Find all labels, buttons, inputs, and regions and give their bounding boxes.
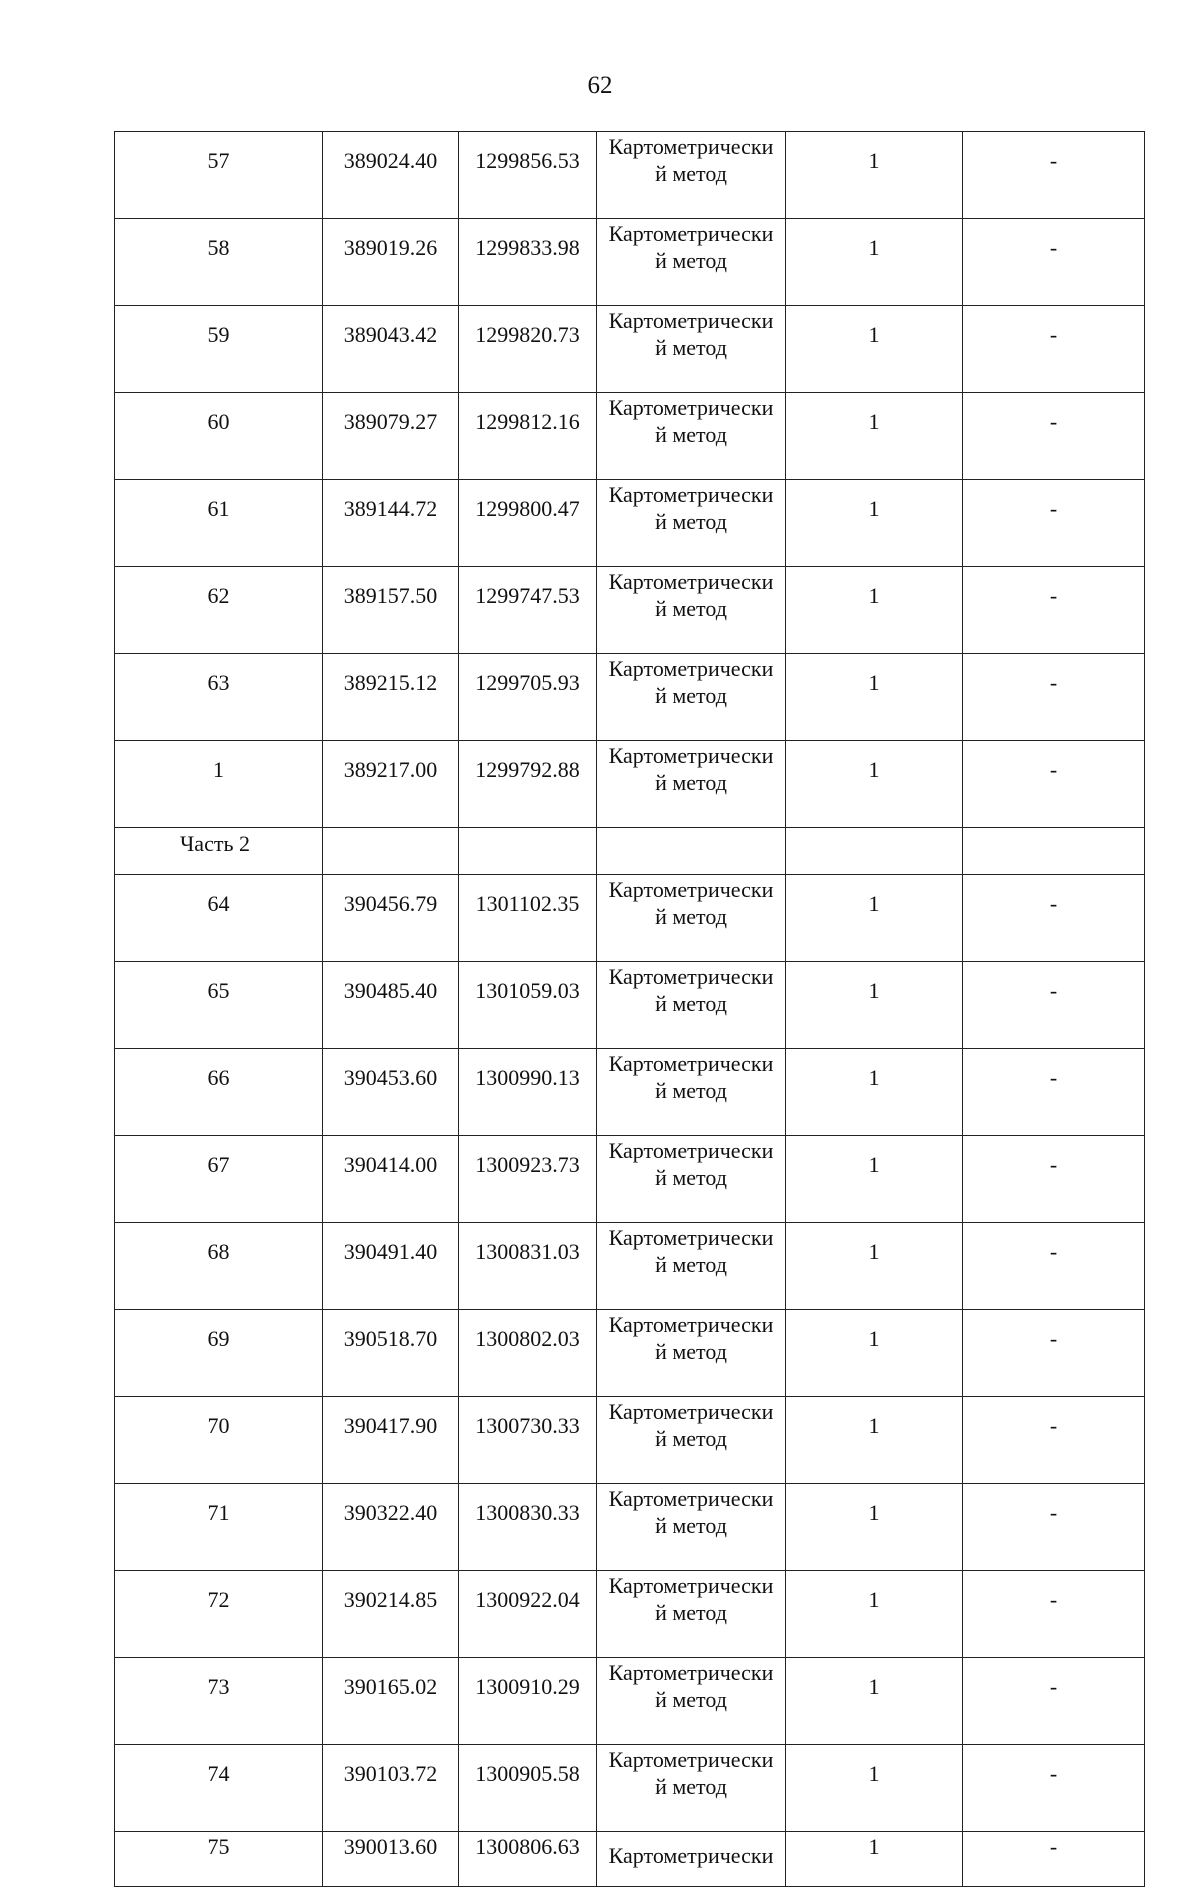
- note-cell: -: [963, 654, 1145, 741]
- method-cell: Картометрически: [597, 1832, 786, 1887]
- method-line: Картометрически: [608, 1486, 774, 1511]
- x-coordinate-cell: 390414.00: [323, 1136, 459, 1223]
- accuracy-cell: 1: [786, 480, 963, 567]
- x-coordinate-cell: 390485.40: [323, 962, 459, 1049]
- y-coordinate-cell: 1300802.03: [459, 1310, 597, 1397]
- method-line: й метод: [655, 683, 727, 708]
- x-coordinate-cell: 390214.85: [323, 1571, 459, 1658]
- accuracy-cell: 1: [786, 1571, 963, 1658]
- note-cell: -: [963, 1223, 1145, 1310]
- method-line: Картометрически: [608, 1747, 774, 1772]
- table-row: [115, 962, 1145, 1049]
- point-number-cell: 61: [115, 480, 323, 567]
- method-line: Картометрически: [608, 1660, 774, 1685]
- point-number-cell: 72: [115, 1571, 323, 1658]
- method-line: Картометрически: [608, 221, 774, 246]
- y-coordinate-cell: 1299833.98: [459, 219, 597, 306]
- table-row: [115, 1745, 1145, 1832]
- x-coordinate-cell: 390453.60: [323, 1049, 459, 1136]
- empty-cell: [459, 828, 597, 875]
- method-cell: [597, 393, 786, 480]
- point-number-cell: 62: [115, 567, 323, 654]
- accuracy-cell: 1: [786, 567, 963, 654]
- method-line: й метод: [655, 248, 727, 273]
- table-row: [115, 741, 1145, 828]
- x-coordinate-cell: 390103.72: [323, 1745, 459, 1832]
- y-coordinate-cell: 1301059.03: [459, 962, 597, 1049]
- x-coordinate-cell: 389019.26: [323, 219, 459, 306]
- method-line: й метод: [655, 1513, 727, 1538]
- accuracy-cell: 1: [786, 1484, 963, 1571]
- accuracy-cell: 1: [786, 875, 963, 962]
- point-number-cell: 71: [115, 1484, 323, 1571]
- accuracy-cell: 1: [786, 962, 963, 1049]
- method-line: й метод: [655, 1774, 727, 1799]
- note-cell: -: [963, 962, 1145, 1049]
- accuracy-cell: 1: [786, 1832, 963, 1887]
- method-cell: [597, 1658, 786, 1745]
- note-cell: -: [963, 1310, 1145, 1397]
- method-line: й метод: [655, 335, 727, 360]
- method-line: Картометрически: [608, 1399, 774, 1424]
- note-cell: -: [963, 132, 1145, 219]
- table-row: [115, 219, 1145, 306]
- y-coordinate-cell: 1299747.53: [459, 567, 597, 654]
- x-coordinate-cell: 390456.79: [323, 875, 459, 962]
- table-row: [115, 1049, 1145, 1136]
- x-coordinate-cell: 389217.00: [323, 741, 459, 828]
- table-row: [115, 654, 1145, 741]
- method-line: Картометрически: [608, 1573, 774, 1598]
- point-number-cell: 67: [115, 1136, 323, 1223]
- empty-cell: [323, 828, 459, 875]
- point-number-cell: 68: [115, 1223, 323, 1310]
- y-coordinate-cell: 1300831.03: [459, 1223, 597, 1310]
- method-line: й метод: [655, 1426, 727, 1451]
- x-coordinate-cell: 389215.12: [323, 654, 459, 741]
- method-line: Картометрически: [608, 134, 774, 159]
- y-coordinate-cell: 1300922.04: [459, 1571, 597, 1658]
- note-cell: -: [963, 1571, 1145, 1658]
- table-row: [115, 1658, 1145, 1745]
- accuracy-cell: 1: [786, 1136, 963, 1223]
- x-coordinate-cell: 389157.50: [323, 567, 459, 654]
- x-coordinate-cell: 390518.70: [323, 1310, 459, 1397]
- empty-cell: [597, 828, 786, 875]
- table-row: [115, 1832, 1145, 1887]
- method-cell: [597, 654, 786, 741]
- point-number-cell: 73: [115, 1658, 323, 1745]
- table-row: [115, 567, 1145, 654]
- x-coordinate-cell: 389043.42: [323, 306, 459, 393]
- note-cell: -: [963, 393, 1145, 480]
- method-line: Картометрически: [608, 308, 774, 333]
- note-cell: -: [963, 306, 1145, 393]
- method-line: й метод: [655, 991, 727, 1016]
- y-coordinate-cell: 1300730.33: [459, 1397, 597, 1484]
- method-cell: [597, 219, 786, 306]
- y-coordinate-cell: 1299705.93: [459, 654, 597, 741]
- method-cell: [597, 1571, 786, 1658]
- method-line: й метод: [655, 1078, 727, 1103]
- table-row: [115, 132, 1145, 219]
- note-cell: -: [963, 1136, 1145, 1223]
- method-line: Картометрически: [608, 656, 774, 681]
- method-line: Картометрически: [608, 1312, 774, 1337]
- table-row: [115, 1484, 1145, 1571]
- method-cell: [597, 1223, 786, 1310]
- method-line: й метод: [655, 509, 727, 534]
- method-line: й метод: [655, 1339, 727, 1364]
- method-cell: [597, 741, 786, 828]
- method-line: Картометрически: [608, 482, 774, 507]
- method-line: Картометрически: [608, 743, 774, 768]
- method-line: й метод: [655, 422, 727, 447]
- method-cell: [597, 306, 786, 393]
- method-cell: [597, 1745, 786, 1832]
- table-row: [115, 306, 1145, 393]
- method-cell: [597, 132, 786, 219]
- method-line: Картометрически: [608, 1138, 774, 1163]
- y-coordinate-cell: 1301102.35: [459, 875, 597, 962]
- y-coordinate-cell: 1299792.88: [459, 741, 597, 828]
- point-number-cell: 65: [115, 962, 323, 1049]
- accuracy-cell: 1: [786, 1658, 963, 1745]
- point-number-cell: 66: [115, 1049, 323, 1136]
- note-cell: -: [963, 1832, 1145, 1887]
- point-number-cell: 59: [115, 306, 323, 393]
- accuracy-cell: 1: [786, 654, 963, 741]
- method-cell: [597, 567, 786, 654]
- accuracy-cell: 1: [786, 1049, 963, 1136]
- note-cell: -: [963, 567, 1145, 654]
- accuracy-cell: 1: [786, 741, 963, 828]
- page-number: 62: [587, 72, 613, 99]
- y-coordinate-cell: 1300806.63: [459, 1832, 597, 1887]
- accuracy-cell: 1: [786, 1223, 963, 1310]
- coordinates-table: [114, 131, 1145, 1887]
- method-line: Картометрически: [608, 1225, 774, 1250]
- method-cell: [597, 962, 786, 1049]
- x-coordinate-cell: 389079.27: [323, 393, 459, 480]
- part-header-row: [115, 828, 1145, 875]
- method-cell: [597, 1136, 786, 1223]
- x-coordinate-cell: 390491.40: [323, 1223, 459, 1310]
- accuracy-cell: 1: [786, 306, 963, 393]
- x-coordinate-cell: 390322.40: [323, 1484, 459, 1571]
- note-cell: -: [963, 1745, 1145, 1832]
- method-cell: [597, 1310, 786, 1397]
- table-row: [115, 875, 1145, 962]
- y-coordinate-cell: 1300910.29: [459, 1658, 597, 1745]
- note-cell: -: [963, 480, 1145, 567]
- x-coordinate-cell: 390165.02: [323, 1658, 459, 1745]
- y-coordinate-cell: 1299812.16: [459, 393, 597, 480]
- y-coordinate-cell: 1299856.53: [459, 132, 597, 219]
- y-coordinate-cell: 1300905.58: [459, 1745, 597, 1832]
- method-line: Картометрически: [608, 877, 774, 902]
- x-coordinate-cell: 389144.72: [323, 480, 459, 567]
- point-number-cell: 58: [115, 219, 323, 306]
- method-line: й метод: [655, 770, 727, 795]
- note-cell: -: [963, 1484, 1145, 1571]
- point-number-cell: 57: [115, 132, 323, 219]
- y-coordinate-cell: 1300923.73: [459, 1136, 597, 1223]
- table-row: [115, 480, 1145, 567]
- point-number-cell: 69: [115, 1310, 323, 1397]
- method-cell: [597, 480, 786, 567]
- point-number-cell: 70: [115, 1397, 323, 1484]
- coordinates-table-body: [115, 132, 1145, 1887]
- note-cell: -: [963, 1397, 1145, 1484]
- x-coordinate-cell: 390417.90: [323, 1397, 459, 1484]
- x-coordinate-cell: 390013.60: [323, 1832, 459, 1887]
- y-coordinate-cell: 1299800.47: [459, 480, 597, 567]
- note-cell: -: [963, 1658, 1145, 1745]
- table-row: [115, 1310, 1145, 1397]
- method-line: й метод: [655, 904, 727, 929]
- table-row: [115, 1571, 1145, 1658]
- accuracy-cell: 1: [786, 393, 963, 480]
- method-line: Картометрически: [608, 964, 774, 989]
- method-line: й метод: [655, 596, 727, 621]
- accuracy-cell: 1: [786, 1310, 963, 1397]
- method-cell: [597, 875, 786, 962]
- empty-cell: [786, 828, 963, 875]
- point-number-cell: 75: [115, 1832, 323, 1887]
- note-cell: -: [963, 875, 1145, 962]
- method-cell: [597, 1049, 786, 1136]
- accuracy-cell: 1: [786, 132, 963, 219]
- point-number-cell: 60: [115, 393, 323, 480]
- method-line: й метод: [655, 1687, 727, 1712]
- note-cell: -: [963, 1049, 1145, 1136]
- method-line: й метод: [655, 1600, 727, 1625]
- y-coordinate-cell: 1299820.73: [459, 306, 597, 393]
- table-row: [115, 1136, 1145, 1223]
- method-line: Картометрически: [608, 1051, 774, 1076]
- accuracy-cell: 1: [786, 1397, 963, 1484]
- method-line: Картометрически: [608, 395, 774, 420]
- method-line: й метод: [655, 161, 727, 186]
- method-line: Картометрически: [608, 569, 774, 594]
- accuracy-cell: 1: [786, 219, 963, 306]
- table-row: [115, 1223, 1145, 1310]
- method-line: й метод: [655, 1165, 727, 1190]
- y-coordinate-cell: 1300990.13: [459, 1049, 597, 1136]
- method-line: й метод: [655, 1252, 727, 1277]
- y-coordinate-cell: 1300830.33: [459, 1484, 597, 1571]
- note-cell: -: [963, 219, 1145, 306]
- point-number-cell: 74: [115, 1745, 323, 1832]
- empty-cell: [963, 828, 1145, 875]
- x-coordinate-cell: 389024.40: [323, 132, 459, 219]
- table-row: [115, 393, 1145, 480]
- point-number-cell: 63: [115, 654, 323, 741]
- table-row: [115, 1397, 1145, 1484]
- part-label: Часть 2: [115, 828, 323, 875]
- method-cell: [597, 1484, 786, 1571]
- note-cell: -: [963, 741, 1145, 828]
- point-number-cell: 64: [115, 875, 323, 962]
- method-cell: [597, 1397, 786, 1484]
- accuracy-cell: 1: [786, 1745, 963, 1832]
- point-number-cell: 1: [115, 741, 323, 828]
